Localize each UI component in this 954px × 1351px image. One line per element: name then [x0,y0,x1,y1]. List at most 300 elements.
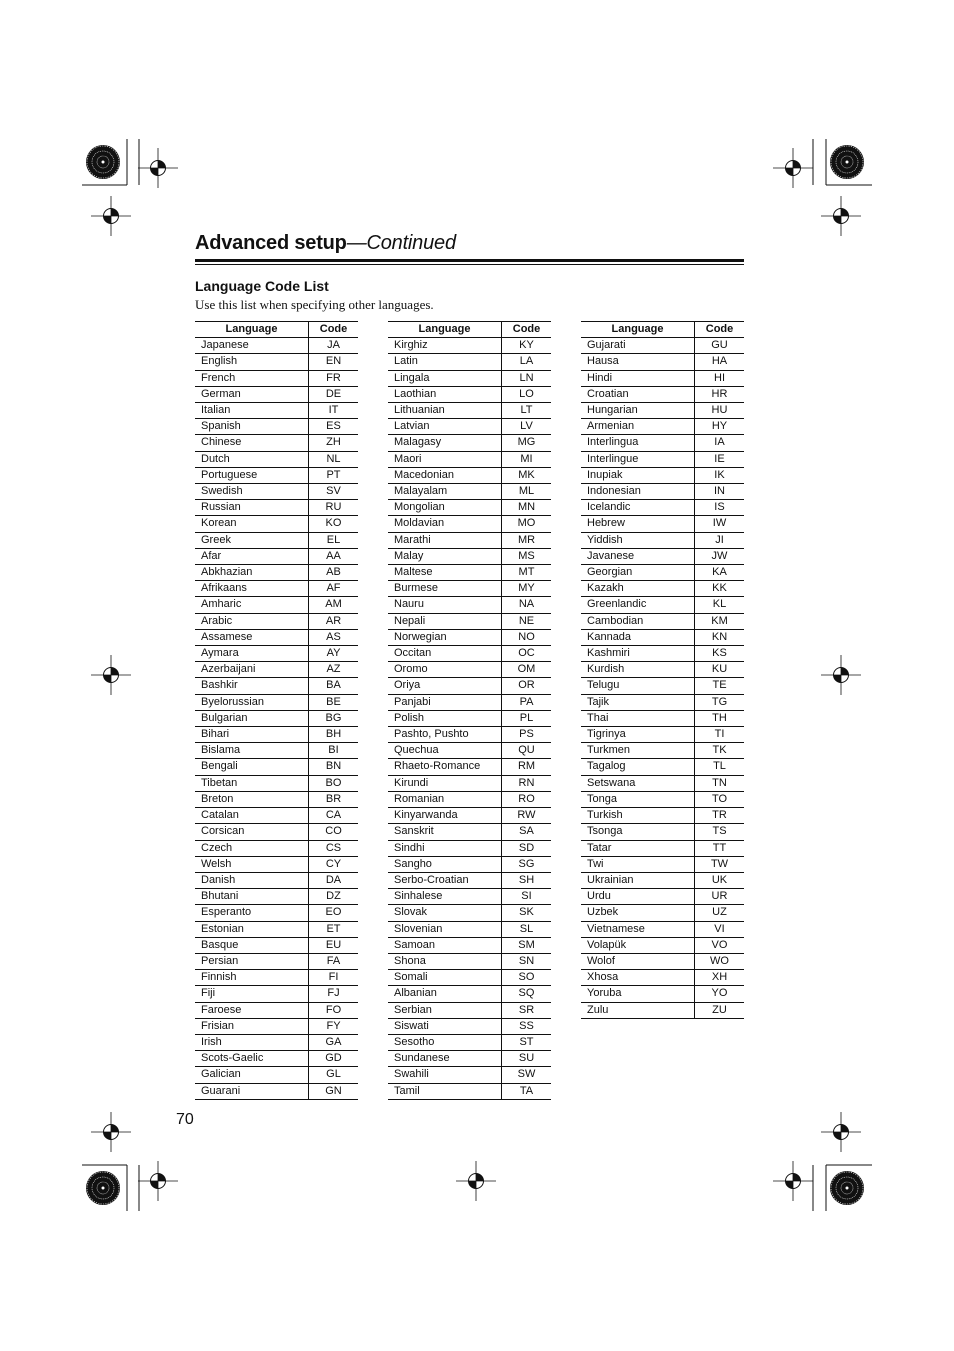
language-cell: Guarani [195,1083,309,1099]
language-cell: Mongolian [388,500,502,516]
table-row [581,370,744,386]
language-cell: Lithuanian [388,403,502,419]
table-row [581,970,744,986]
header-rule-thick [195,259,744,262]
language-cell: Sinhalese [388,889,502,905]
language-cell: Rhaeto-Romance [388,759,502,775]
language-column-header: Language [388,322,502,338]
code-cell: TL [695,759,745,775]
language-cell: Tsonga [581,824,695,840]
registration-mark-icon [821,1112,861,1152]
code-cell: MS [502,548,552,564]
language-cell: Romanian [388,791,502,807]
language-code-table-1 [195,321,358,1100]
code-cell: SU [502,1051,552,1067]
table-row [581,694,744,710]
code-cell: RU [309,500,359,516]
code-cell: ZH [309,435,359,451]
code-cell: TW [695,856,745,872]
language-cell: Xhosa [581,970,695,986]
language-cell: Tajik [581,694,695,710]
language-cell: Interlingua [581,435,695,451]
code-cell: AS [309,629,359,645]
code-cell: JW [695,548,745,564]
code-cell: FI [309,970,359,986]
registration-mark-icon [138,1161,178,1201]
code-cell: KA [695,565,745,581]
table-row [195,629,358,645]
table-row [388,548,551,564]
language-cell: Afrikaans [195,581,309,597]
code-cell: IW [695,516,745,532]
code-cell: SL [502,921,552,937]
language-cell: German [195,386,309,402]
code-cell: BG [309,710,359,726]
language-cell: Somali [388,970,502,986]
page-number: 70 [176,1111,194,1128]
code-cell: WO [695,953,745,969]
code-cell: TH [695,710,745,726]
table-row [195,532,358,548]
table-row [195,791,358,807]
language-cell: Latin [388,354,502,370]
code-cell: TE [695,678,745,694]
language-cell: Malay [388,548,502,564]
language-cell: Aymara [195,646,309,662]
table-row [388,808,551,824]
table-row [388,354,551,370]
table-row [388,500,551,516]
table-row [581,435,744,451]
code-cell: ZU [695,1002,745,1018]
table-row [388,386,551,402]
code-cell: TS [695,824,745,840]
table-row [581,629,744,645]
code-cell: RW [502,808,552,824]
language-cell: Yoruba [581,986,695,1002]
language-cell: Wolof [581,953,695,969]
code-cell: SR [502,1002,552,1018]
table-row [581,516,744,532]
table-row [581,921,744,937]
language-cell: Danish [195,872,309,888]
language-cell: Czech [195,840,309,856]
language-cell: Catalan [195,808,309,824]
code-cell: ML [502,484,552,500]
language-cell: Kurdish [581,662,695,678]
code-cell: GD [309,1051,359,1067]
language-cell: Pashto, Pushto [388,727,502,743]
table-row [388,921,551,937]
language-cell: Italian [195,403,309,419]
language-cell: Kirundi [388,775,502,791]
language-cell: Serbian [388,1002,502,1018]
table-row [388,629,551,645]
code-cell: TK [695,743,745,759]
language-cell: Assamese [195,629,309,645]
language-cell: Macedonian [388,467,502,483]
language-code-table-3 [581,321,744,1019]
table-row [195,370,358,386]
table-row [195,662,358,678]
table-row [581,467,744,483]
table-row [581,986,744,1002]
code-cell: AY [309,646,359,662]
table-row [581,646,744,662]
code-cell: KK [695,581,745,597]
table-row [195,872,358,888]
table-row [581,759,744,775]
sunburst-mark-icon [830,145,864,179]
code-cell: RN [502,775,552,791]
code-cell: KO [309,516,359,532]
table-row [195,694,358,710]
table-row [581,791,744,807]
language-cell: Estonian [195,921,309,937]
code-cell: NA [502,597,552,613]
table-row [195,1083,358,1099]
language-cell: Esperanto [195,905,309,921]
sunburst-mark-icon [86,145,120,179]
table-row [195,710,358,726]
table-row [581,678,744,694]
language-cell: Malagasy [388,435,502,451]
language-cell: Polish [388,710,502,726]
table-row [388,775,551,791]
language-cell: Volapük [581,937,695,953]
language-cell: Basque [195,937,309,953]
page-title [195,232,456,254]
table-row [195,727,358,743]
table-row [388,435,551,451]
sunburst-mark-icon [830,1171,864,1205]
language-cell: Setswana [581,775,695,791]
code-cell: TO [695,791,745,807]
language-cell: Thai [581,710,695,726]
language-cell: Zulu [581,1002,695,1018]
language-cell: Nauru [388,597,502,613]
language-cell: Marathi [388,532,502,548]
code-cell: SW [502,1067,552,1083]
table-row [581,451,744,467]
language-cell: Icelandic [581,500,695,516]
language-cell: Ukrainian [581,872,695,888]
table-row [581,338,744,354]
registration-mark-icon [138,148,178,188]
table-row [195,953,358,969]
code-cell: SV [309,484,359,500]
language-cell: Bhutani [195,889,309,905]
table-row [581,743,744,759]
language-cell: Quechua [388,743,502,759]
code-cell: PA [502,694,552,710]
language-cell: Bulgarian [195,710,309,726]
table-row [388,467,551,483]
code-cell: SS [502,1018,552,1034]
language-cell: Kannada [581,629,695,645]
table-row [581,808,744,824]
table-row [388,727,551,743]
code-cell: PS [502,727,552,743]
language-cell: Japanese [195,338,309,354]
code-cell: FA [309,953,359,969]
language-cell: Kashmiri [581,646,695,662]
code-cell: VI [695,921,745,937]
language-cell: Welsh [195,856,309,872]
table-row [195,435,358,451]
language-cell: Tibetan [195,775,309,791]
table-row [388,1034,551,1050]
language-cell: Hungarian [581,403,695,419]
code-cell: KN [695,629,745,645]
table-row [388,970,551,986]
table-row [388,613,551,629]
language-cell: Twi [581,856,695,872]
language-cell: Hausa [581,354,695,370]
language-cell: Corsican [195,824,309,840]
table-row [581,565,744,581]
code-cell: MI [502,451,552,467]
table-row [195,986,358,1002]
table-row [195,1018,358,1034]
table-row [195,338,358,354]
language-cell: Malayalam [388,484,502,500]
language-cell: Irish [195,1034,309,1050]
code-column-header: Code [502,322,552,338]
table-row [581,775,744,791]
language-cell: Finnish [195,970,309,986]
code-cell: OR [502,678,552,694]
table-row [195,646,358,662]
table-row [195,937,358,953]
language-cell: Sanskrit [388,824,502,840]
table-row [195,516,358,532]
language-cell: Bihari [195,727,309,743]
code-cell: IT [309,403,359,419]
code-cell: BO [309,775,359,791]
table-row [581,856,744,872]
language-cell: Cambodian [581,613,695,629]
section-description: Use this list when specifying other languages. [195,297,434,312]
language-cell: Siswati [388,1018,502,1034]
language-cell: Turkmen [581,743,695,759]
code-cell: IN [695,484,745,500]
table-row [388,451,551,467]
code-cell: MN [502,500,552,516]
code-cell: RM [502,759,552,775]
language-cell: Sindhi [388,840,502,856]
code-cell: SH [502,872,552,888]
language-cell: Tamil [388,1083,502,1099]
table-row [195,354,358,370]
registration-mark-icon [91,1112,131,1152]
table-row [581,872,744,888]
table-row [388,1083,551,1099]
code-cell: KU [695,662,745,678]
table-row [195,500,358,516]
code-cell: LA [502,354,552,370]
language-cell: Kinyarwanda [388,808,502,824]
code-cell: JI [695,532,745,548]
code-cell: FJ [309,986,359,1002]
language-cell: Gujarati [581,338,695,354]
table-row [195,565,358,581]
table-row [388,678,551,694]
table-row [581,581,744,597]
language-cell: Latvian [388,419,502,435]
code-cell: AM [309,597,359,613]
language-cell: Korean [195,516,309,532]
table-row [388,581,551,597]
table-row [388,953,551,969]
code-cell: MK [502,467,552,483]
code-cell: SO [502,970,552,986]
language-cell: Hebrew [581,516,695,532]
code-cell: TA [502,1083,552,1099]
code-cell: HR [695,386,745,402]
language-cell: Turkish [581,808,695,824]
language-cell: Breton [195,791,309,807]
language-cell: Swedish [195,484,309,500]
registration-mark-icon [773,148,813,188]
language-cell: Dutch [195,451,309,467]
code-cell: IS [695,500,745,516]
language-cell: Yiddish [581,532,695,548]
page-header [195,232,744,255]
language-cell: Azerbaijani [195,662,309,678]
code-cell: NE [502,613,552,629]
code-cell: AF [309,581,359,597]
code-cell: LO [502,386,552,402]
registration-mark-icon [91,655,131,695]
code-cell: FO [309,1002,359,1018]
table-row [195,386,358,402]
language-cell: Shona [388,953,502,969]
code-cell: MO [502,516,552,532]
code-cell: UK [695,872,745,888]
table-row [195,775,358,791]
code-cell: FY [309,1018,359,1034]
registration-mark-icon [456,1161,496,1201]
code-cell: EL [309,532,359,548]
sunburst-mark-icon [86,1171,120,1205]
language-cell: Slovak [388,905,502,921]
code-cell: CY [309,856,359,872]
language-cell: Faroese [195,1002,309,1018]
code-cell: VO [695,937,745,953]
code-cell: DZ [309,889,359,905]
table-row [581,597,744,613]
table-row [581,386,744,402]
language-cell: Sesotho [388,1034,502,1050]
table-row [388,743,551,759]
page-title-main: Advanced setup [195,232,347,254]
code-cell: CO [309,824,359,840]
code-cell: BN [309,759,359,775]
code-cell: YO [695,986,745,1002]
table-row [581,662,744,678]
language-cell: Abkhazian [195,565,309,581]
table-row [195,1034,358,1050]
language-cell: Portuguese [195,467,309,483]
code-cell: RO [502,791,552,807]
language-cell: Arabic [195,613,309,629]
code-cell: SG [502,856,552,872]
language-cell: Bengali [195,759,309,775]
language-cell: Norwegian [388,629,502,645]
table-row [388,791,551,807]
language-cell: Interlingue [581,451,695,467]
language-cell: French [195,370,309,386]
table-row [581,500,744,516]
code-cell: SD [502,840,552,856]
registration-mark-icon [773,1161,813,1201]
code-cell: PT [309,467,359,483]
table-row [388,694,551,710]
code-cell: OM [502,662,552,678]
section-title: Language Code List [195,278,329,294]
language-cell: Fiji [195,986,309,1002]
table-row [388,840,551,856]
table-row [195,808,358,824]
language-cell: Inupiak [581,467,695,483]
language-cell: Serbo-Croatian [388,872,502,888]
code-cell: LV [502,419,552,435]
table-row [388,419,551,435]
code-cell: MR [502,532,552,548]
code-cell: MT [502,565,552,581]
language-cell: Maltese [388,565,502,581]
page-title-continued: —Continued [346,232,456,254]
table-row [581,419,744,435]
language-cell: Panjabi [388,694,502,710]
code-cell: GU [695,338,745,354]
code-cell: AA [309,548,359,564]
language-cell: Bislama [195,743,309,759]
code-cell: HU [695,403,745,419]
table-row [195,1067,358,1083]
table-row [388,597,551,613]
code-cell: MG [502,435,552,451]
table-row [388,986,551,1002]
language-cell: Chinese [195,435,309,451]
table-row [195,451,358,467]
table-row [388,1051,551,1067]
table-row [388,484,551,500]
table-row [581,710,744,726]
table-row [195,484,358,500]
table-row [388,565,551,581]
code-cell: PL [502,710,552,726]
code-cell: DE [309,386,359,402]
code-cell: KY [502,338,552,354]
code-cell: LN [502,370,552,386]
language-cell: English [195,354,309,370]
table-row [388,889,551,905]
language-cell: Oriya [388,678,502,694]
language-cell: Tagalog [581,759,695,775]
table-row [195,597,358,613]
code-column-header: Code [695,322,745,338]
table-row [195,419,358,435]
table-row [388,532,551,548]
code-cell: CA [309,808,359,824]
code-cell: OC [502,646,552,662]
table-row [388,824,551,840]
code-cell: AB [309,565,359,581]
language-cell: Bashkir [195,678,309,694]
language-column-header: Language [581,322,695,338]
